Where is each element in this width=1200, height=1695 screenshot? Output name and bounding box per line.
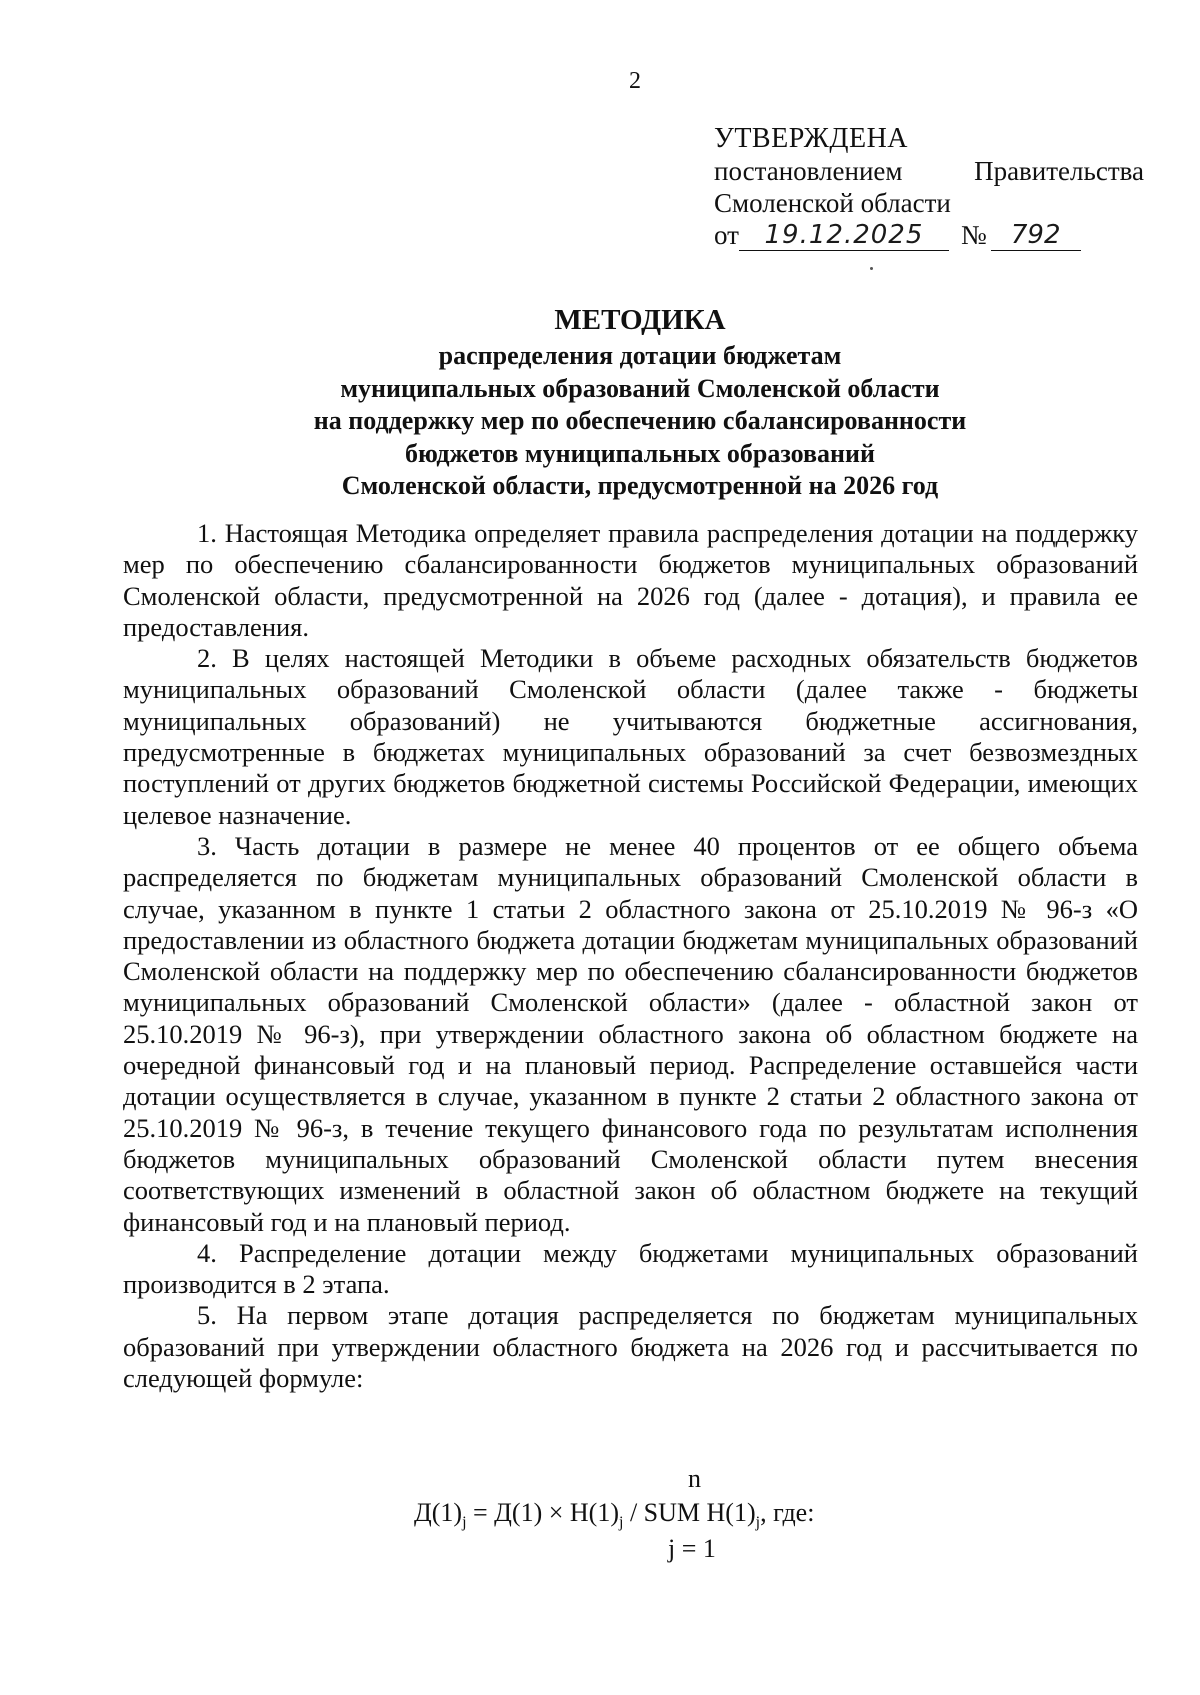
date-prefix: от bbox=[714, 220, 739, 250]
title-line: на поддержку мер по обеспечению сбалансированности bbox=[313, 406, 967, 435]
approval-stamp: УТВЕРЖДЕНА bbox=[714, 123, 909, 154]
formula-subscript: j bbox=[462, 1514, 467, 1532]
formula-tail: , где: bbox=[760, 1498, 815, 1527]
title-line: распределения дотации бюджетам bbox=[438, 341, 842, 370]
approval-line-1 bbox=[714, 155, 1144, 187]
handwritten-number: 792 bbox=[991, 220, 1081, 251]
formula-expression bbox=[414, 1498, 814, 1532]
formula-product: = Д(1) × Н(1) bbox=[466, 1498, 619, 1527]
approval-decree-label: постановлением bbox=[714, 156, 903, 186]
paragraph-2: 2. В целях настоящей Методики в объеме расходных обязательств бюджетов муниципальных образований Смоленской области (далее также - бюджеты муниципальных образований) не учитываются бюджетные ассигнования, предусмотренные в бюджетах муниципальных образований за счет безвозмездных поступлений от других бюджетов бюджетной системы Российской Федерации, имеющих целевое назначение. bbox=[123, 643, 1138, 830]
paragraph-3: 3. Часть дотации в размере не менее 40 процентов от ее общего объема распределяется по бюджетам муниципальных образований Смоленской области в случае, указанном в пункте 1 статьи 2 областного закона от 25.10.2019 № 96-з «О предоставлении из областного бюджета дотации бюджетам муниципальных образований Смоленской области на поддержку мер по обеспечению сбалансированности бюджетов муниципальных образований Смоленской области» (далее - областной закон от 25.10.2019 № 96-з), при утверждении областного закона об областном бюджете на очередной финансовый год и на плановый период. Распределение оставшейся части дотации осуществляется в случае, указанном в пункте 2 статьи 2 областного закона от 25.10.2019 № 96-з, в течение текущего финансового года по результатам исполнения бюджетов муниципальных образований Смоленской области путем внесения соответствующих изменений в областной закон об областном бюджете на текущий финансовый год и на плановый период. bbox=[123, 830, 1138, 1237]
approval-date-line bbox=[714, 219, 1144, 251]
paragraph-1: 1. Настоящая Методика определяет правила распределения дотации на поддержку мер по обеспечению сбалансированности бюджетов муниципальных образований Смоленской области, предусмотренной на 2026 год (далее - дотация), и правила ее предоставления. bbox=[123, 518, 1138, 642]
formula-subscript: j bbox=[755, 1514, 761, 1532]
title-main: МЕТОДИКА bbox=[554, 304, 726, 336]
title-line: бюджетов муниципальных образований bbox=[405, 438, 875, 468]
document-body bbox=[123, 518, 1138, 1394]
paragraph-5: 5. На первом этапе дотация распределяется по бюджетам муниципальных образований при утверждении областного бюджета на 2026 год и рассчитывается по следующей формуле: bbox=[123, 1300, 1138, 1394]
number-sign: № bbox=[960, 220, 987, 250]
approval-region: Смоленской области bbox=[714, 188, 951, 218]
formula bbox=[0, 1464, 1200, 1564]
formula-lhs: Д(1) bbox=[414, 1498, 463, 1527]
formula-subscript: j bbox=[619, 1514, 624, 1532]
approval-block bbox=[714, 123, 1144, 251]
page-number: 2 bbox=[629, 68, 641, 94]
sum-upper-limit: n bbox=[688, 1464, 701, 1493]
document-title bbox=[120, 300, 1160, 503]
paragraph-4: 4. Распределение дотации между бюджетами муниципальных образований производится в 2 этапа. bbox=[123, 1237, 1138, 1300]
handwritten-date: 19.12.2025 bbox=[739, 220, 949, 251]
title-line: муниципальных образований Смоленской области bbox=[340, 373, 940, 403]
formula-sum: / SUM Н(1) bbox=[623, 1498, 756, 1527]
scan-speck bbox=[870, 267, 873, 270]
sum-lower-limit: j = 1 bbox=[668, 1534, 716, 1563]
approval-government-label: Правительства bbox=[974, 156, 1144, 186]
title-line: Смоленской области, предусмотренной на 2026 год bbox=[341, 471, 939, 500]
